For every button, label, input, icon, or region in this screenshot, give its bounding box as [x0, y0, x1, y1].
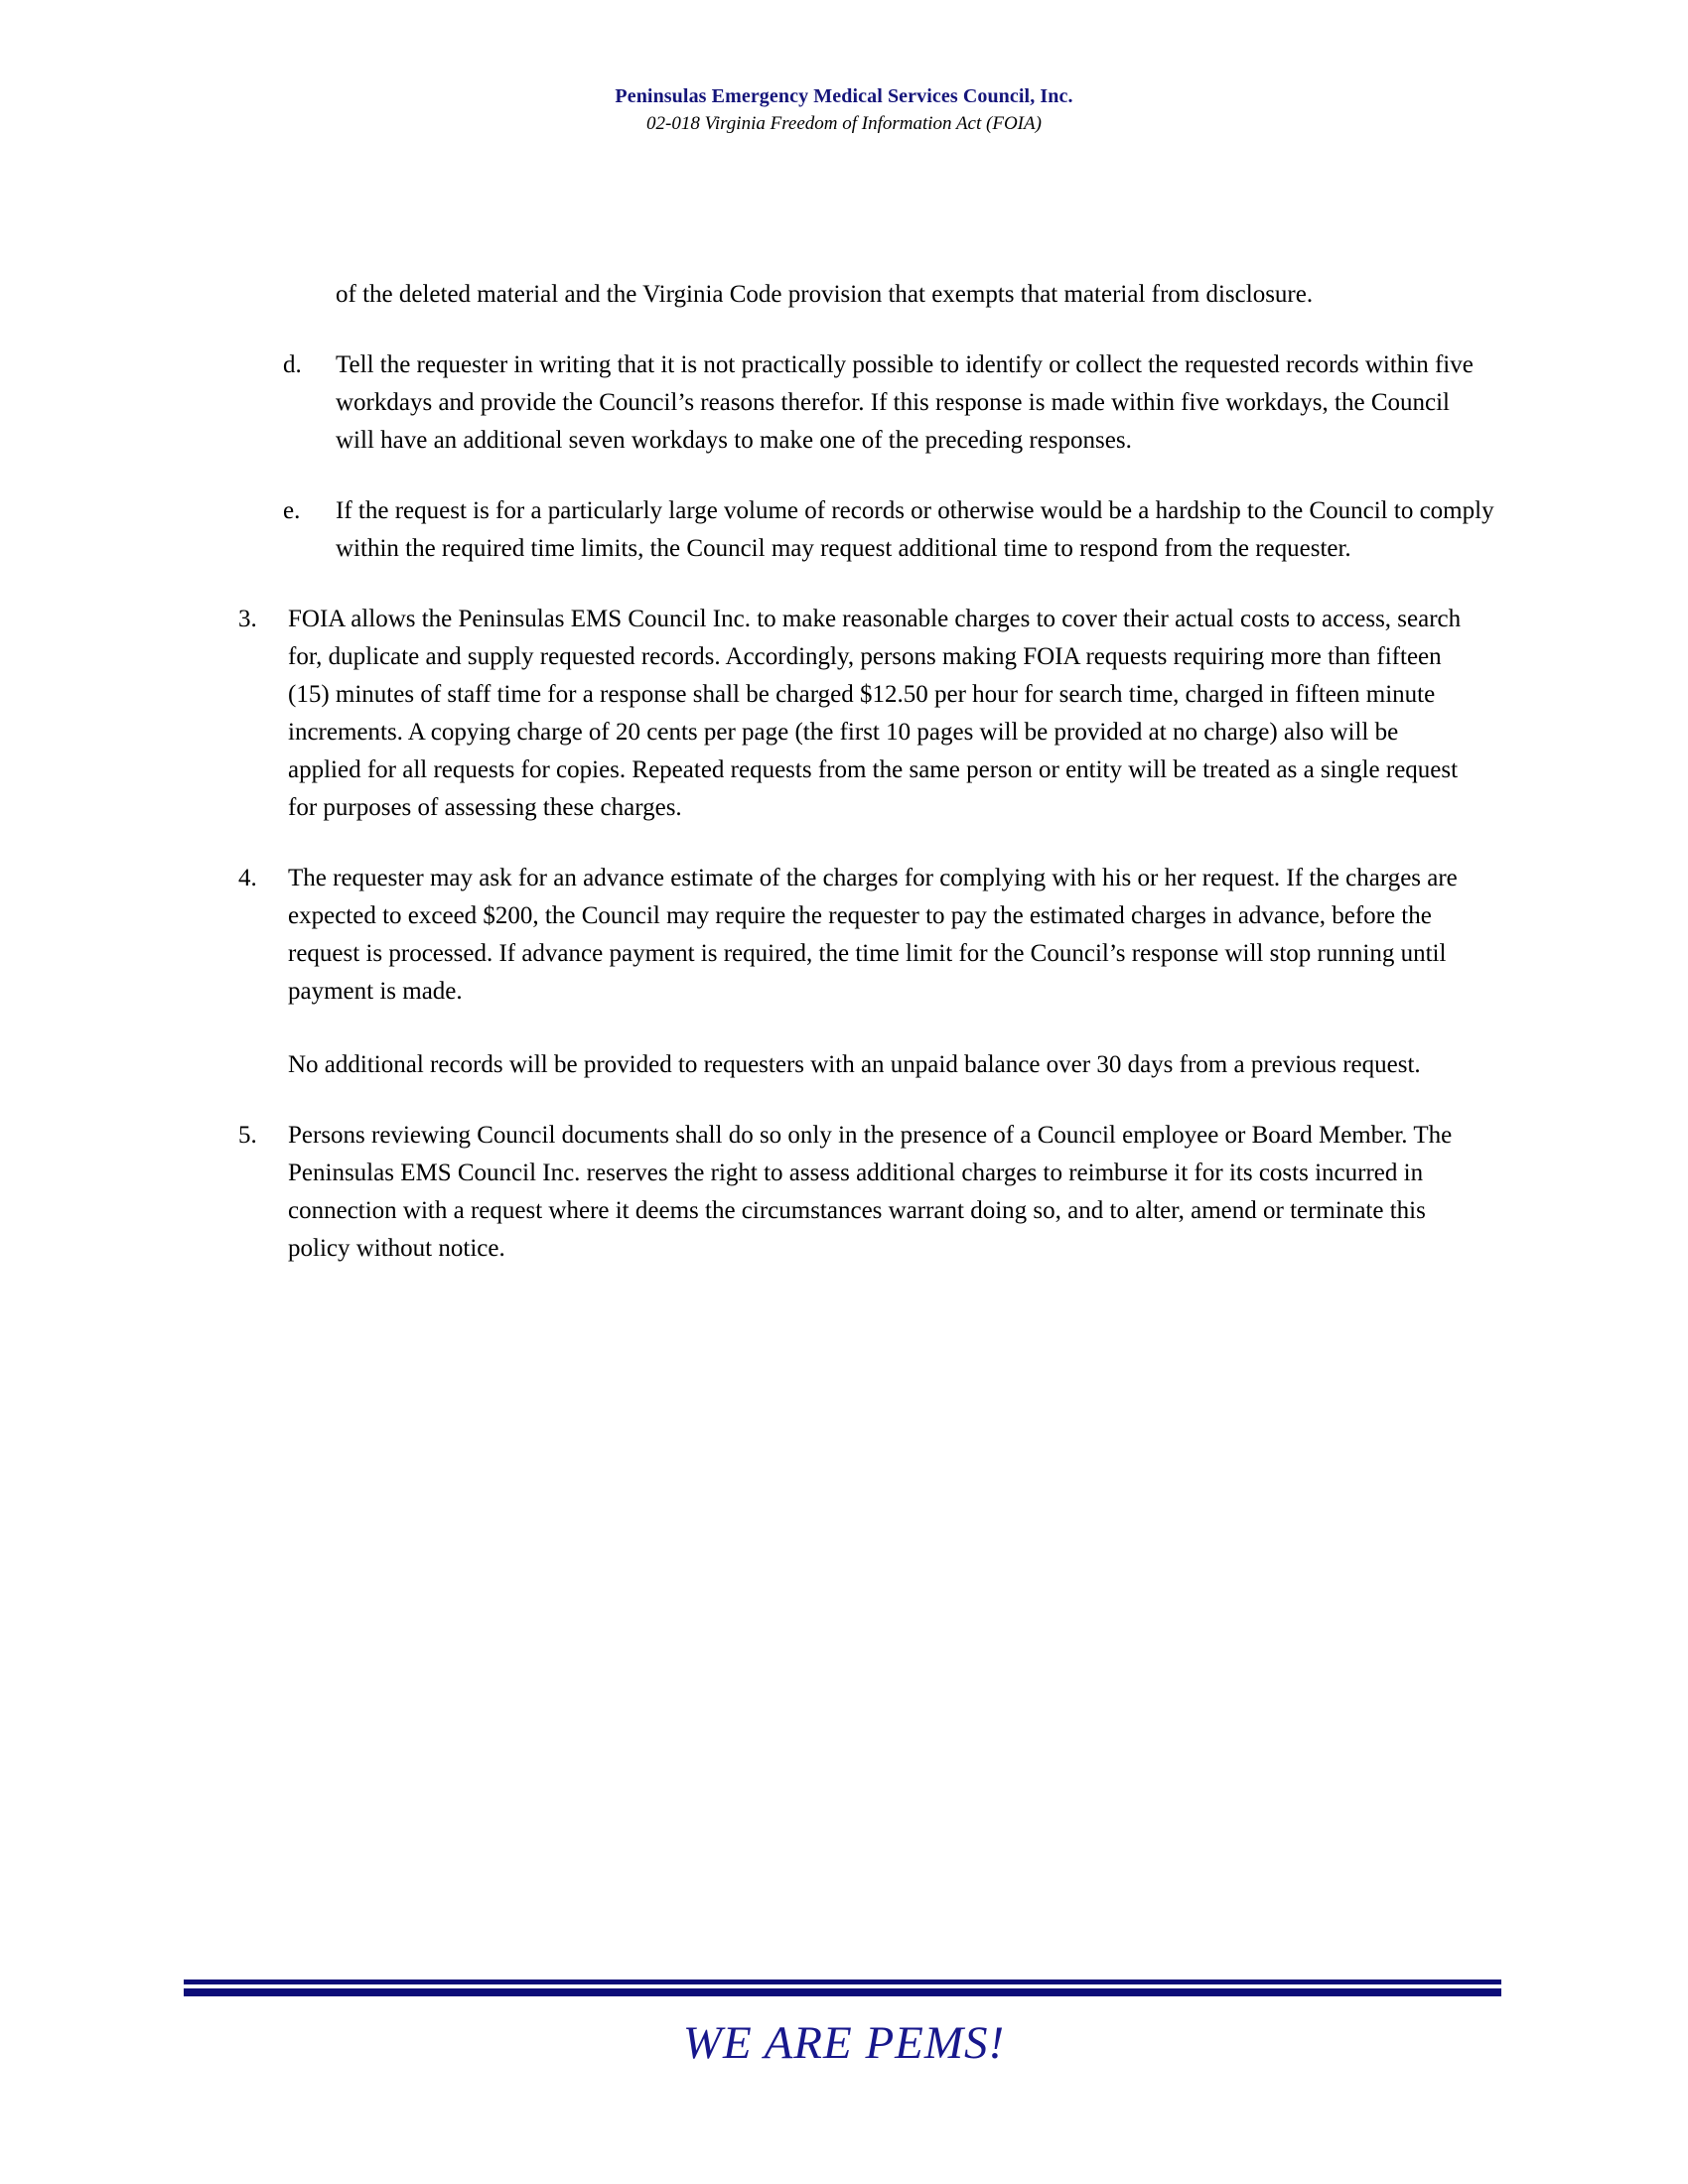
paragraph-text: If the request is for a particularly large volume of records or otherwise would be a hardship to the Council to comply within the required time limits, the Council may request additional time to respond from the requester.	[336, 497, 1494, 562]
paragraph-block	[238, 860, 1475, 1011]
document-header	[0, 85, 1688, 135]
paragraph-text: of the deleted material and the Virginia Code provision that exempts that material from disclosure.	[336, 281, 1314, 308]
footer-rule-bottom	[184, 1988, 1501, 1996]
footer-tagline: WE ARE PEMS!	[682, 2017, 1006, 2069]
paragraph-block	[288, 1046, 1475, 1084]
footer-divider	[184, 1979, 1501, 1996]
organization-title: Peninsulas Emergency Medical Services Council, Inc.	[615, 85, 1073, 107]
paragraph-text: Persons reviewing Council documents shall do so only in the presence of a Council employee or Board Member. The Peninsulas EMS Council Inc. reserves the right to assess additional charges to reimburse it for its costs incurred in connection with a request where it deems the circumstances warrant doing so, and to alter, amend or terminate this policy without notice.	[288, 1122, 1453, 1262]
list-marker: d.	[283, 351, 302, 378]
paragraph-text: FOIA allows the Peninsulas EMS Council Inc. to make reasonable charges to cover their actual costs to access, search for, duplicate and supply requested records. Accordingly, persons making FOIA requests requiring more than fifteen (15) minutes of staff time for a response shall be charged $12.50 per hour for search time, charged in fifteen minute increments. A copying charge of 20 cents per page (the first 10 pages will be provided at no charge) also will be applied for all requests for copies. Repeated requests from the same person or entity will be treated as a single request for purposes of assessing these charges.	[288, 606, 1462, 821]
paragraph-text: The requester may ask for an advance estimate of the charges for complying with his or her request. If the charges are expected to exceed $200, the Council may require the requester to pay the estimated charges in advance, before the request is processed. If advance payment is required, the time limit for the Council’s response will stop running until payment is made.	[288, 865, 1458, 1005]
paragraph-block	[238, 1117, 1475, 1268]
list-marker: 4.	[238, 865, 257, 891]
list-marker: 5.	[238, 1122, 257, 1149]
list-marker: 3.	[238, 606, 257, 632]
paragraph-block	[283, 346, 1494, 460]
list-marker: e.	[283, 497, 301, 524]
paragraph-block	[238, 601, 1475, 827]
document-body	[0, 276, 1688, 1300]
document-subtitle: 02-018 Virginia Freedom of Information Act (FOIA)	[646, 112, 1042, 134]
paragraph-text: No additional records will be provided to requesters with an unpaid balance over 30 days from a previous request.	[288, 1051, 1421, 1078]
paragraph-block	[336, 276, 1440, 314]
paragraph-block	[283, 492, 1494, 568]
paragraph-text: Tell the requester in writing that it is not practically possible to identify or collect the requested records within five workdays and provide the Council’s reasons therefor. If this response is made within five workdays, the Council will have an additional seven workdays to make one of the preceding responses.	[336, 351, 1474, 454]
